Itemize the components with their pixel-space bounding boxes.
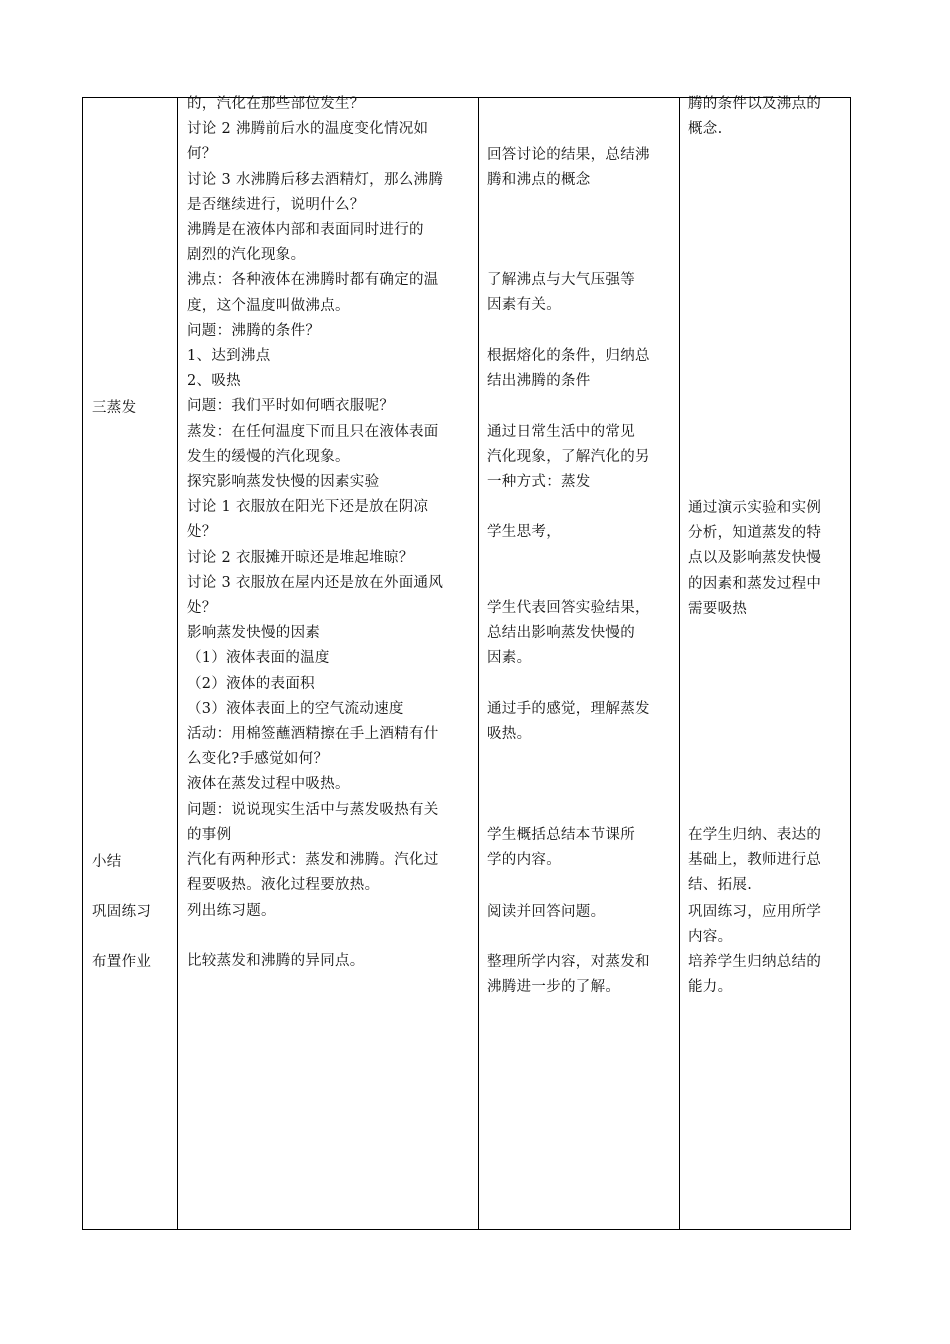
design-intent-block: [688, 92, 848, 142]
content-line: 发生的缓慢的汽化现象。: [187, 448, 350, 465]
content-line: 讨论 1 衣服放在阳光下还是放在阴凉: [187, 499, 429, 516]
activity-line: 了解沸点与大气压强等: [487, 272, 635, 288]
activity-line: 整理所学内容，对蒸发和: [487, 954, 650, 970]
content-line: 讨论 2 衣服摊开晾还是堆起堆晾？: [187, 549, 414, 566]
student-activity-block: [487, 268, 675, 318]
content-line: 处？: [187, 600, 217, 617]
content-line: （1）液体表面的温度: [187, 650, 330, 667]
activity-line: 根据熔化的条件，归纳总: [487, 348, 650, 364]
intent-line: 内容。: [688, 929, 733, 946]
content-line: 活动：用棉签蘸酒精擦在手上酒精有什: [187, 726, 439, 743]
activity-line: 学生概括总结本节课所: [487, 827, 635, 843]
intent-line: 基础上，教师进行总: [688, 852, 822, 869]
activity-line: 沸腾进一步的了解。: [487, 979, 621, 996]
student-activity-block: [487, 143, 675, 193]
content-line: 2、吸热: [187, 373, 241, 390]
activity-line: 因素有关。: [487, 297, 561, 314]
intent-line: 分析，知道蒸发的特: [688, 525, 822, 542]
content-line: 蒸发：在任何温度下而且只在液体表面: [187, 423, 439, 440]
content-line: 汽化有两种形式：蒸发和沸腾。汽化过: [187, 852, 439, 869]
content-line: 讨论 2 沸腾前后水的温度变化情况如: [187, 121, 429, 138]
content-line: 度，这个温度叫做沸点。: [187, 297, 350, 314]
content-line: 讨论 3 衣服放在屋内还是放在外面通风: [187, 574, 444, 591]
content-line: 沸点：各种液体在沸腾时都有确定的温: [187, 272, 439, 289]
student-activity-block: [487, 596, 675, 672]
section-label-practice: 巩固练习: [92, 904, 152, 920]
content-line: 的，汽化在那些部位发生？: [187, 96, 365, 112]
lesson-plan-table: [82, 97, 851, 1230]
content-line: 问题：我们平时如何晒衣服呢？: [187, 398, 395, 415]
student-activity-block: [487, 823, 675, 873]
design-intent-block: [688, 900, 848, 950]
activity-line: 学生代表回答实验结果，: [487, 600, 650, 616]
student-activity-block: [487, 520, 675, 545]
activity-line: 通过手的感觉，理解蒸发: [487, 701, 650, 717]
intent-line: 结、拓展.: [688, 877, 753, 894]
section-label-evaporation: 三蒸发: [92, 400, 137, 416]
column-divider: [177, 98, 178, 1229]
content-line: 沸腾是在液体内部和表面同时进行的: [187, 222, 424, 239]
intent-line: 概念.: [688, 121, 723, 138]
student-activity-block: [487, 900, 675, 925]
column-divider: [478, 98, 479, 1229]
student-activity-block: [487, 950, 675, 1000]
activity-line: 结出沸腾的条件: [487, 373, 591, 390]
intent-line: 需要吸热: [688, 600, 748, 617]
activity-line: 吸热。: [487, 726, 532, 743]
content-line: 处？: [187, 524, 217, 541]
design-intent-block: [688, 823, 848, 899]
intent-line: 腾的条件以及沸点的: [688, 96, 822, 112]
content-line: 是否继续进行，说明什么？: [187, 196, 365, 213]
intent-line: 的因素和蒸发过程中: [688, 575, 822, 592]
content-line: 问题：说说现实生活中与蒸发吸热有关: [187, 801, 439, 818]
content-line: 影响蒸发快慢的因素: [187, 625, 321, 642]
content-line: （3）液体表面上的空气流动速度: [187, 700, 404, 717]
content-line: 液体在蒸发过程中吸热。: [187, 776, 350, 793]
design-intent-block: [688, 950, 848, 1000]
intent-line: 在学生归纳、表达的: [688, 827, 822, 843]
student-activity-block: [487, 420, 675, 496]
content-line: 探究影响蒸发快慢的因素实验: [187, 474, 380, 491]
intent-line: 通过演示实验和实例: [688, 500, 822, 516]
content-line: 1、达到沸点: [187, 348, 271, 365]
activity-line: 学生思考，: [487, 524, 561, 540]
content-line: 列出练习题。: [187, 902, 276, 919]
student-activity-block: [487, 344, 675, 394]
intent-line: 巩固练习，应用所学: [688, 904, 822, 920]
intent-line: 点以及影响蒸发快慢: [688, 550, 822, 567]
content-line: （2）液体的表面积: [187, 675, 315, 692]
teaching-content: [187, 92, 475, 974]
activity-line: 回答讨论的结果，总结沸: [487, 147, 650, 163]
activity-line: 阅读并回答问题。: [487, 904, 606, 920]
section-label-summary: 小结: [92, 854, 122, 870]
activity-line: 总结出影响蒸发快慢的: [487, 625, 635, 642]
content-line: 的事例: [187, 826, 232, 843]
content-line: 比较蒸发和沸腾的异同点。: [187, 952, 365, 969]
activity-line: 因素。: [487, 650, 532, 667]
activity-line: 学的内容。: [487, 852, 561, 869]
intent-line: 培养学生归纳总结的: [688, 954, 822, 970]
content-line: 剧烈的汽化现象。: [187, 247, 306, 264]
design-intent-block: [688, 496, 848, 622]
intent-line: 能力。: [688, 979, 733, 996]
activity-line: 一种方式：蒸发: [487, 474, 591, 491]
content-line: 讨论 3 水沸腾后移去酒精灯，那么沸腾: [187, 171, 444, 188]
activity-line: 腾和沸点的概念: [487, 172, 591, 189]
column-divider: [679, 98, 680, 1229]
content-line: 程要吸热。液化过程要放热。: [187, 877, 380, 894]
student-activity-block: [487, 697, 675, 747]
content-line: [187, 924, 475, 949]
activity-line: 汽化现象，了解汽化的另: [487, 449, 650, 466]
content-line: 何？: [187, 146, 217, 163]
section-label-homework: 布置作业: [92, 954, 152, 970]
content-line: 么变化?手感觉如何？: [187, 751, 329, 768]
content-line: 问题：沸腾的条件？: [187, 322, 321, 339]
activity-line: 通过日常生活中的常见: [487, 424, 635, 440]
